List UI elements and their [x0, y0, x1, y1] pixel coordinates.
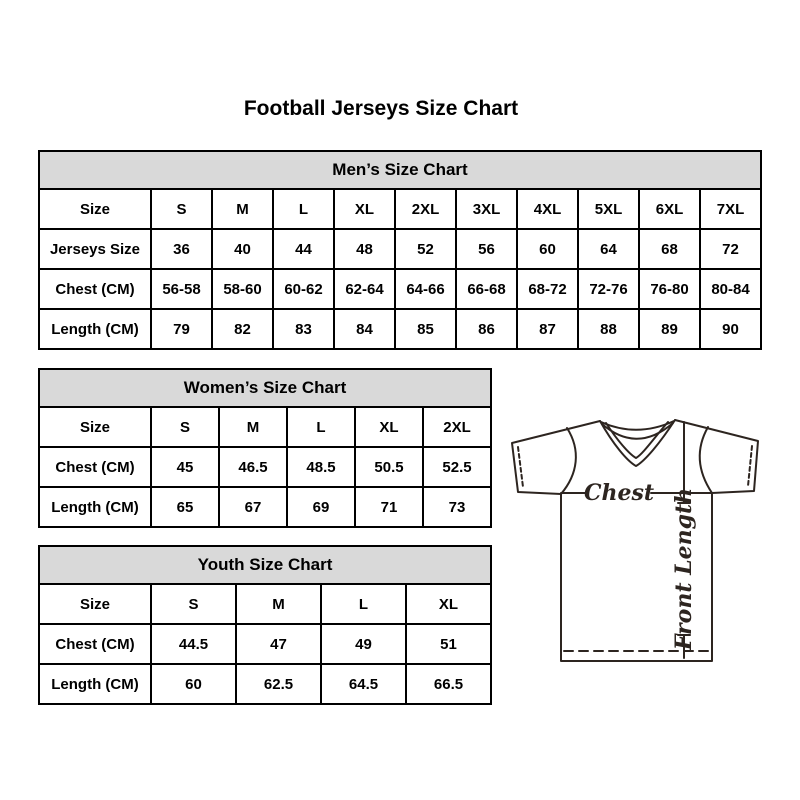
mens-size-table	[38, 150, 762, 350]
value-cell: 72	[700, 229, 761, 269]
table-row	[39, 407, 491, 447]
value-cell: 90	[700, 309, 761, 349]
value-cell: 6XL	[639, 189, 700, 229]
table-row	[39, 447, 491, 487]
value-cell: L	[273, 189, 334, 229]
value-cell: 56	[456, 229, 517, 269]
value-cell: XL	[406, 584, 491, 624]
men-header-row	[39, 151, 761, 189]
value-cell: 84	[334, 309, 395, 349]
row-label-cell: Length (CM)	[39, 309, 151, 349]
value-cell: 44	[273, 229, 334, 269]
value-cell: M	[219, 407, 287, 447]
front-length-measure-label: Front Length	[671, 487, 697, 651]
value-cell: 60-62	[273, 269, 334, 309]
value-cell: L	[321, 584, 406, 624]
value-cell: 62-64	[334, 269, 395, 309]
value-cell: 45	[151, 447, 219, 487]
value-cell: 52.5	[423, 447, 491, 487]
value-cell: 51	[406, 624, 491, 664]
value-cell: 83	[273, 309, 334, 349]
value-cell: 56-58	[151, 269, 212, 309]
jersey-left-cuff-dashes	[518, 447, 523, 487]
value-cell: 5XL	[578, 189, 639, 229]
value-cell: 85	[395, 309, 456, 349]
value-cell: 76-80	[639, 269, 700, 309]
value-cell: 44.5	[151, 624, 236, 664]
row-label-cell: Length (CM)	[39, 487, 151, 527]
table-row	[39, 584, 491, 624]
value-cell: 50.5	[355, 447, 423, 487]
value-cell: 47	[236, 624, 321, 664]
value-cell: 66.5	[406, 664, 491, 704]
row-label-cell: Size	[39, 584, 151, 624]
value-cell: 62.5	[236, 664, 321, 704]
value-cell: 68-72	[517, 269, 578, 309]
value-cell: 82	[212, 309, 273, 349]
table-row	[39, 309, 761, 349]
value-cell: 89	[639, 309, 700, 349]
table-row	[39, 624, 491, 664]
jersey-outline	[512, 420, 758, 661]
table-row	[39, 189, 761, 229]
value-cell: 4XL	[517, 189, 578, 229]
table-row	[39, 664, 491, 704]
value-cell: 65	[151, 487, 219, 527]
row-label-cell: Jerseys Size	[39, 229, 151, 269]
value-cell: 87	[517, 309, 578, 349]
value-cell: 64-66	[395, 269, 456, 309]
value-cell: 52	[395, 229, 456, 269]
chest-measure-label: Chest	[583, 480, 655, 506]
jersey-right-cuff-dashes	[748, 446, 752, 486]
value-cell: 2XL	[423, 407, 491, 447]
youth-size-table	[38, 545, 492, 705]
youth-header-row	[39, 546, 491, 584]
value-cell: 64.5	[321, 664, 406, 704]
row-label-cell: Chest (CM)	[39, 447, 151, 487]
value-cell: 68	[639, 229, 700, 269]
men-section-header: Men’s Size Chart	[39, 151, 761, 189]
value-cell: M	[236, 584, 321, 624]
table-row	[39, 229, 761, 269]
value-cell: 72-76	[578, 269, 639, 309]
value-cell: 58-60	[212, 269, 273, 309]
value-cell: 2XL	[395, 189, 456, 229]
value-cell: 60	[517, 229, 578, 269]
value-cell: 73	[423, 487, 491, 527]
row-label-cell: Chest (CM)	[39, 269, 151, 309]
value-cell: M	[212, 189, 273, 229]
value-cell: 48	[334, 229, 395, 269]
value-cell: 48.5	[287, 447, 355, 487]
value-cell: 64	[578, 229, 639, 269]
value-cell: L	[287, 407, 355, 447]
value-cell: S	[151, 407, 219, 447]
jersey-measurement-diagram	[505, 406, 767, 678]
womens-size-table	[38, 368, 492, 528]
value-cell: 49	[321, 624, 406, 664]
value-cell: 40	[212, 229, 273, 269]
value-cell: XL	[355, 407, 423, 447]
value-cell: 60	[151, 664, 236, 704]
row-label-cell: Length (CM)	[39, 664, 151, 704]
jersey-right-sleeve-seam	[700, 427, 712, 493]
value-cell: S	[151, 189, 212, 229]
jersey-left-sleeve-seam	[561, 428, 576, 494]
value-cell: 88	[578, 309, 639, 349]
value-cell: 66-68	[456, 269, 517, 309]
value-cell: 7XL	[700, 189, 761, 229]
value-cell: 71	[355, 487, 423, 527]
row-label-cell: Size	[39, 189, 151, 229]
value-cell: 69	[287, 487, 355, 527]
value-cell: 86	[456, 309, 517, 349]
women-header-row	[39, 369, 491, 407]
value-cell: 46.5	[219, 447, 287, 487]
page-title: Football Jerseys Size Chart	[243, 97, 519, 120]
women-section-header: Women’s Size Chart	[39, 369, 491, 407]
table-row	[39, 487, 491, 527]
value-cell: 67	[219, 487, 287, 527]
value-cell: S	[151, 584, 236, 624]
table-row	[39, 269, 761, 309]
value-cell: 80-84	[700, 269, 761, 309]
value-cell: 79	[151, 309, 212, 349]
youth-section-header: Youth Size Chart	[39, 546, 491, 584]
row-label-cell: Size	[39, 407, 151, 447]
row-label-cell: Chest (CM)	[39, 624, 151, 664]
value-cell: 36	[151, 229, 212, 269]
value-cell: 3XL	[456, 189, 517, 229]
value-cell: XL	[334, 189, 395, 229]
